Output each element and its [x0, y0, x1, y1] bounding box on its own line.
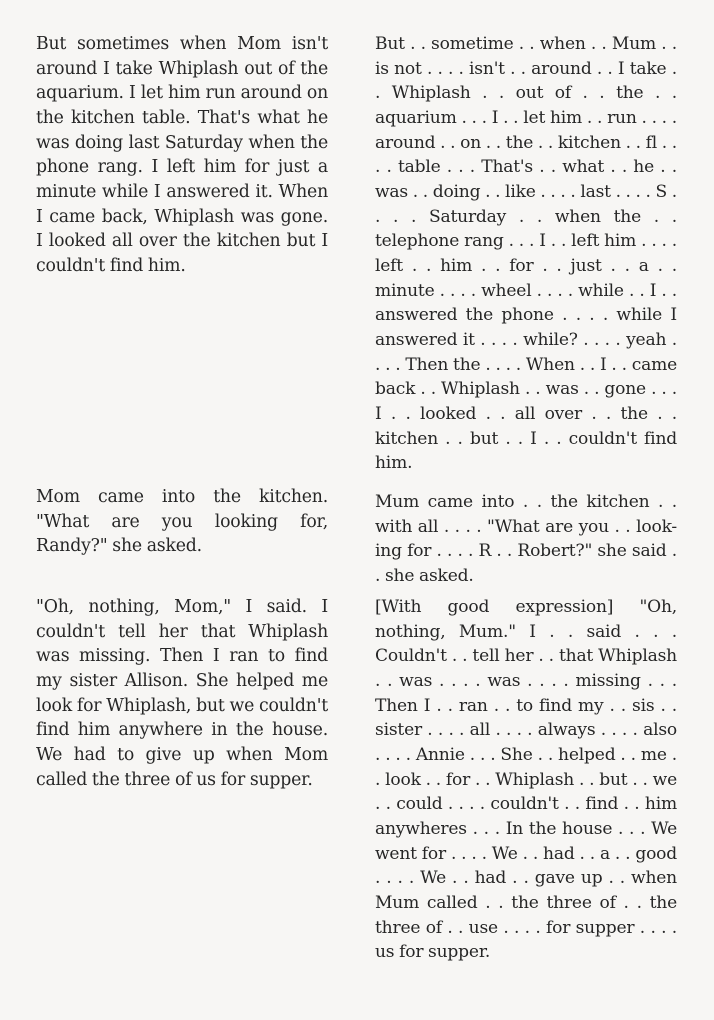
original-paragraph-1: But sometimes when Mom isn't around I take Whiplash out of the aquarium. I let him run around on the kitchen table. That's what he was doing last Saturday when the phone rang. I left him for just a minute while I answered it. When I came back, Whiplash was gone. I looked all over the kitchen but I couldn't find him.: [36, 34, 328, 276]
original-paragraph-3: "Oh, nothing, Mom," I said. I couldn't tell her that Whiplash was missing. Then I ran to find my sister Allison. She helped me look for Whiplash, but we couldn't find him anywhere in the house. We had to give up when Mom called the three of us for supper.: [36, 597, 328, 790]
transcript-paragraph-2: Mum came into . . the kitchen . . with all . . . . "What are you . . look-ing for . . . . R . . Robert?" she said . . she asked.: [375, 492, 677, 586]
transcript-paragraph-3: [With good expression] "Oh, nothing, Mum." I . . said . . . Couldn't . . tell her . . that Whiplash . . was . . . . was . . . . missing . . . Then I . . ran . . to find my . . sis . . sister . . . . all . . . . always . . . . also . . . . Annie . . . She . . helped . . me . . look . . for . . Whiplash . . but . . we . . could . . . . couldn't . . find . . him anywheres . . . In the house . . . We went for . . . . We . . had . . a . . good . . . . We . . had . . gave up . . when Mum called . . the three of . . the three of . . use . . . . for supper . . . . us for supper.: [375, 597, 677, 963]
original-paragraph-2: Mom came into the kitchen. "What are you looking for, Randy?" she asked.: [36, 487, 328, 557]
transcript-paragraph-1: But . . sometime . . when . . Mum . . is not . . . . isn't . . around . . I take . . Whiplash . . out of . . the . . aquarium . . . I . . let him . . run . . . . around . . on . . the . . kitchen . . fl . . . . table . . . That's . . what . . he . . was . . doing . . like . . . . last . . . . S . . . . Saturday . . when the . . telephone rang . . . I . . left him . . . . left . . him . . for . . just . . a . . minute . . . . wheel . . . . while . . I . . answered the phone . . . . while I answered it . . . . while? . . . . yeah . . . . Then the . . . . When . . I . . came back . . Whiplash . . was . . gone . . . I . . looked . . all over . . the . . kitchen . . but . . I . . couldn't find him.: [375, 34, 677, 474]
